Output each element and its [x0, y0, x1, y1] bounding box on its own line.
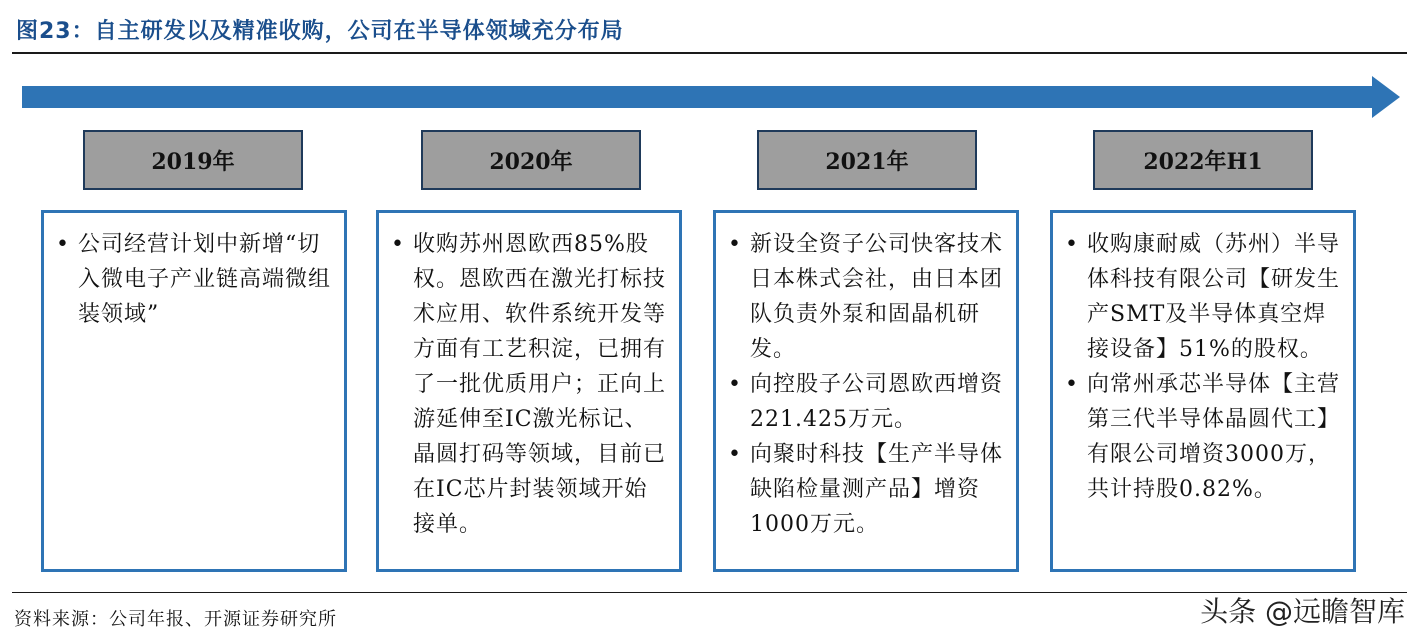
- card-item-text: 收购苏州恩欧西85%股权。恩欧西在激光打标技术应用、软件系统开发等方面有工艺积淀，已拥有了一批优质用户；正向上游延伸至IC激光标记、晶圆打码等领域，目前已在IC芯片封装领域开始接单。: [413, 232, 667, 537]
- card-item-text: 向常州承芯半导体【主营第三代半导体晶圆代工】有限公司增资3000万，共计持股0.82%。: [1087, 372, 1341, 502]
- year-box-2019: [83, 130, 303, 190]
- watermark: 头条 @远瞻智库: [1200, 595, 1405, 628]
- card-item: [1065, 227, 1341, 367]
- figure-title: 图23：自主研发以及精准收购，公司在半导体领域充分布局: [16, 19, 624, 44]
- year-label: 2020年: [489, 148, 573, 175]
- card-item: [728, 437, 1004, 542]
- card-item-text: 收购康耐威（苏州）半导体科技有限公司【研发生产SMT及半导体真空焊接设备】51%的股权。: [1087, 232, 1341, 362]
- timeline-arrow: [22, 76, 1402, 120]
- year-label: 2022年H1: [1143, 148, 1263, 175]
- bullet-icon: •: [728, 372, 741, 397]
- card-2020: [376, 210, 682, 572]
- bullet-icon: •: [1065, 372, 1078, 397]
- card-item: [728, 367, 1004, 437]
- bullet-icon: •: [56, 232, 69, 257]
- year-label: 2021年: [825, 148, 909, 175]
- bullet-icon: •: [1065, 232, 1078, 257]
- year-box-2021: [757, 130, 977, 190]
- card-2022h1: [1050, 210, 1356, 572]
- card-item: [728, 227, 1004, 367]
- year-label: 2019年: [151, 148, 235, 175]
- timeline-arrow-shape: [22, 76, 1400, 118]
- card-item-text: 向聚时科技【生产半导体缺陷检量测产品】增资1000万元。: [750, 442, 1004, 537]
- bullet-icon: •: [728, 442, 741, 467]
- title-divider: [12, 52, 1407, 54]
- card-item: [1065, 367, 1341, 507]
- card-2021: [713, 210, 1019, 572]
- bullet-icon: •: [391, 232, 404, 257]
- card-item: [391, 227, 667, 542]
- card-item: [56, 227, 332, 332]
- card-item-text: 向控股子公司恩欧西增资221.425万元。: [750, 372, 1004, 432]
- card-2019: [41, 210, 347, 572]
- year-box-2020: [421, 130, 641, 190]
- year-box-2022h1: [1093, 130, 1313, 190]
- footer-divider: [12, 592, 1407, 593]
- source-note: 资料来源：公司年报、开源证券研究所: [14, 609, 337, 630]
- card-item-text: 新设全资子公司快客技术日本株式会社，由日本团队负责外泵和固晶机研发。: [750, 232, 1004, 362]
- card-item-text: 公司经营计划中新增“切入微电子产业链高端微组装领域”: [78, 232, 332, 327]
- bullet-icon: •: [728, 232, 741, 257]
